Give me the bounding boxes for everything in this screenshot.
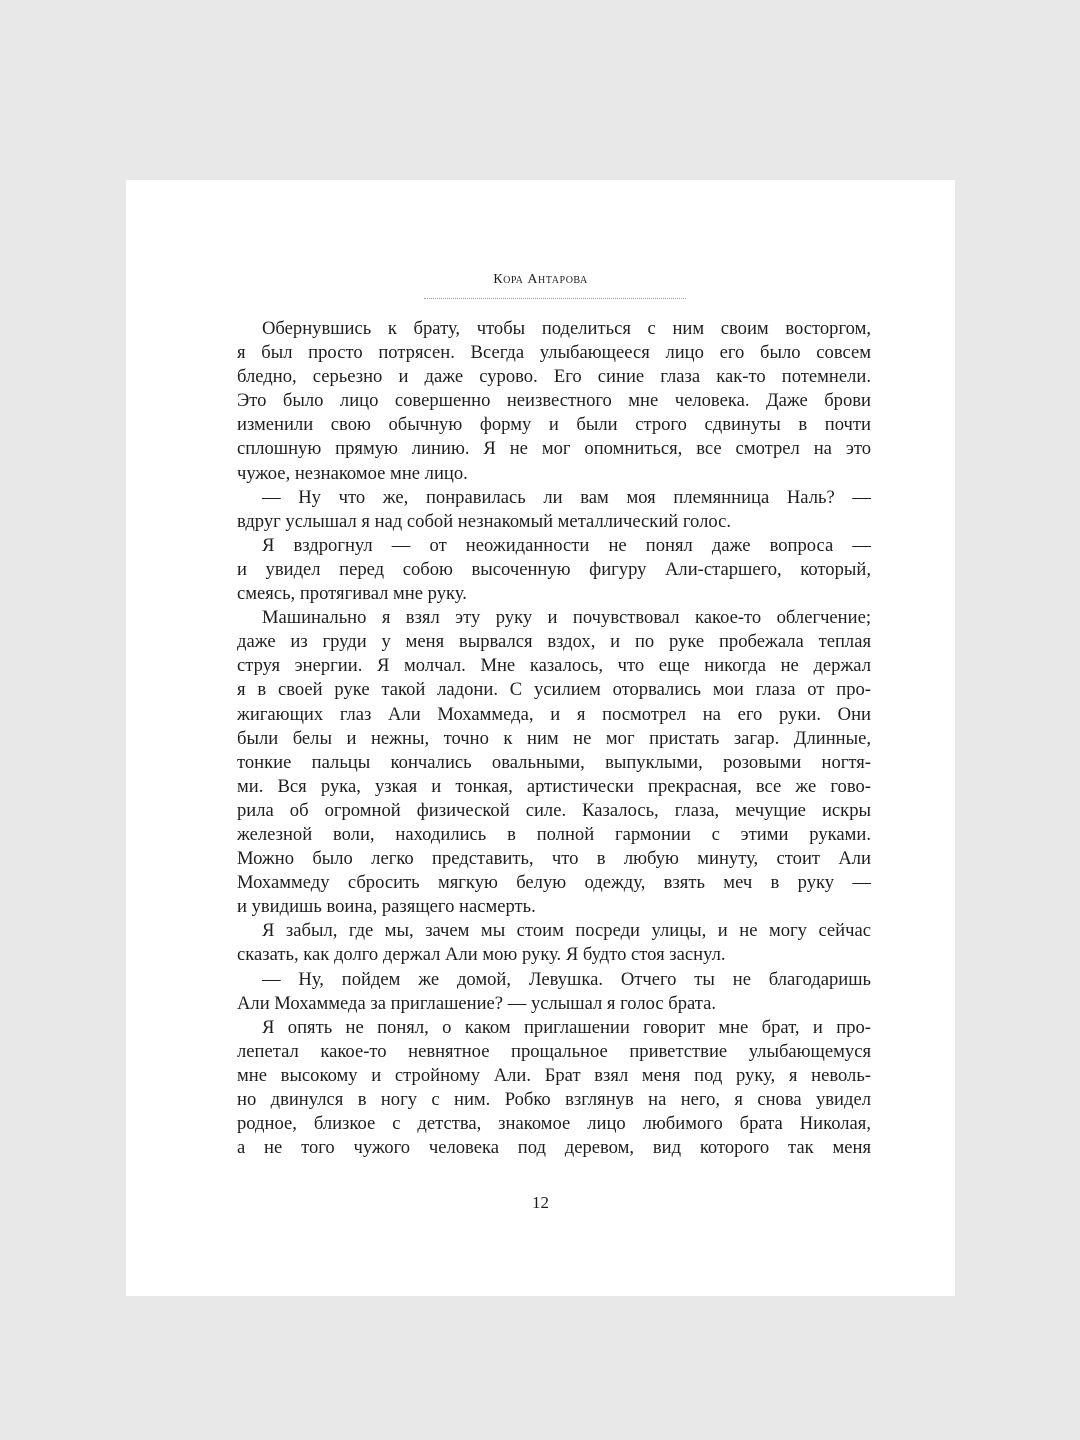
- text-line: сказать, как долго держал Али мою руку. Я будто стоя заснул.: [237, 944, 726, 966]
- author-name: Кора Антарова: [493, 272, 588, 287]
- text-line: лепетал какое-то невнятное прощальное приветствие улыбающемуся: [237, 1040, 871, 1062]
- text-line: Обернувшись к брату, чтобы поделиться с ним своим восторгом,: [262, 318, 871, 339]
- text-line: чужое, незнакомое мне лицо.: [237, 462, 468, 484]
- body-text: [237, 317, 871, 1160]
- text-line: рила об огромной физической силе. Казалось, глаза, мечущие искры: [237, 799, 871, 821]
- text-line: Машинально я взял эту руку и почувствовал какое-то облегчение;: [262, 607, 871, 629]
- text-line: а не того чужого человека под деревом, вид которого так меня: [237, 1137, 871, 1159]
- text-line: и увидишь воина, разящего насмерть.: [237, 896, 536, 918]
- text-line: я в своей руке такой ладони. С усилием оторвались мои глаза от про-: [237, 679, 871, 701]
- text-line: железной воли, находились в полной гармонии с этими руками.: [237, 823, 871, 845]
- header-dotted-rule: [424, 298, 686, 299]
- text-line: мне высокому и стройному Али. Брат взял меня под руку, я неволь-: [237, 1064, 871, 1086]
- text-line: Мохаммеду сбросить мягкую белую одежду, взять меч в руку —: [237, 872, 871, 894]
- text-line: тонкие пальцы кончались овальными, выпуклыми, розовыми ногтя-: [237, 751, 871, 773]
- text-line: родное, близкое с детства, знакомое лицо любимого брата Николая,: [237, 1113, 871, 1135]
- text-line: — Ну, пойдем же домой, Левушка. Отчего ты не благодаришь: [262, 968, 871, 990]
- text-line: Это было лицо совершенно неизвестного мне человека. Даже брови: [237, 390, 871, 412]
- text-line: смеясь, протягивал мне руку.: [237, 583, 467, 605]
- text-line: струя энергии. Я молчал. Мне казалось, что еще никогда не держал: [237, 655, 871, 677]
- text-line: бледно, серьезно и даже сурово. Его синие глаза как-то потемнели.: [237, 366, 871, 388]
- text-line: — Ну что же, понравилась ли вам моя племянница Наль? —: [262, 486, 871, 508]
- text-line: жигающих глаз Али Мохаммеда, и я посмотрел на его руки. Они: [237, 703, 871, 725]
- text-line: были белы и нежны, точно к ним не мог пристать загар. Длинные,: [237, 727, 871, 749]
- text-line: Я вздрогнул — от неожиданности не понял даже вопроса —: [262, 534, 871, 556]
- text-line: и увидел перед собою высоченную фигуру Али-старшего, который,: [237, 558, 871, 580]
- text-line: вдруг услышал я над собой незнакомый металлический голос.: [237, 510, 732, 532]
- text-line: даже из груди у меня вырвался вздох, и по руке пробежала теплая: [237, 631, 871, 653]
- text-line: ми. Вся рука, узкая и тонкая, артистически прекрасная, все же гово-: [237, 775, 871, 797]
- text-line: Я забыл, где мы, зачем мы стоим посреди улицы, и не могу сейчас: [262, 920, 871, 942]
- running-head-author: [126, 272, 955, 288]
- book-page: [126, 180, 955, 1296]
- text-line: Я опять не понял, о каком приглашении говорит мне брат, и про-: [262, 1016, 871, 1038]
- text-line: но двинулся в ногу с ним. Робко взглянув на него, я снова увидел: [237, 1089, 871, 1110]
- page-number: 12: [532, 1193, 549, 1212]
- text-line: Али Мохаммеда за приглашение? — услышал я голос брата.: [237, 992, 717, 1014]
- text-line: Можно было легко представить, что в любую минуту, стоит Али: [237, 848, 871, 870]
- text-line: изменили свою обычную форму и были строго сдвинуты в почти: [237, 414, 871, 436]
- text-line: я был просто потрясен. Всегда улыбающееся лицо его было совсем: [237, 342, 871, 364]
- text-line: сплошную прямую линию. Я не мог опомниться, все смотрел на это: [237, 438, 871, 460]
